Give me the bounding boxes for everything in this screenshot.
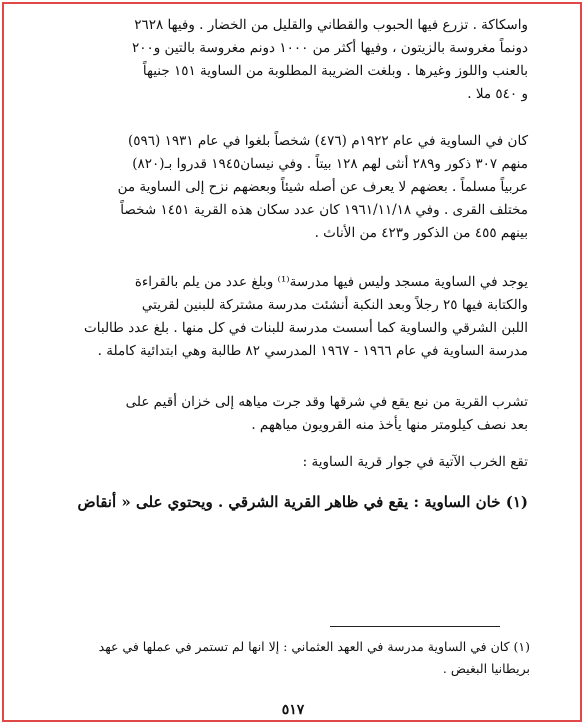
text-line: اللبن الشرقي والساوية كما أسست مدرسة للبنات في كل منها . بلغ عدد طالبات xyxy=(84,320,528,336)
text-line: مدرسة الساوية في عام ١٩٦٦ - ١٩٦٧ المدرسي ٨٢ طالبة وهي ابتدائية كاملة . xyxy=(97,343,528,359)
text-line: دونماً مغروسة بالزيتون ، وفيها أكثر من ١٠٠٠ دونم مغروسة بالتين و٢٠٠ xyxy=(131,40,528,56)
footnote-line: (١) كان في الساوية مدرسة في العهد العثماني : إلا انها لم تستمر في عملها في عهد xyxy=(98,639,530,654)
page-body xyxy=(40,14,528,514)
footnote-line: بريطانيا البغيض . xyxy=(442,661,530,676)
text-line: مختلف القرى . وفي ١٩٦١/١١/١٨ كان عدد سكان هذه القرية ١٤٥١ شخصاً xyxy=(120,202,528,218)
paragraph-population xyxy=(40,130,528,245)
paragraph-education xyxy=(40,271,528,363)
text-line: واسكاكة . تزرع فيها الحبوب والقطاني والقليل من الخضار . وفيها ٢٦٢٨ xyxy=(134,17,528,33)
text-line: كان في الساوية في عام ١٩٢٢م (٤٧٦) شخصاً بلغوا في عام ١٩٣١ (٥٩٦) xyxy=(128,133,528,149)
text-line: تشرب القرية من نبع يقع في شرقها وقد جرت مياهه إلى خزان أقيم على xyxy=(125,394,528,410)
footnote xyxy=(40,636,530,680)
text-line: عربياً مسلماً . بعضهم لا يعرف عن أصله شيئاً وبعضهم نزح إلى الساوية من xyxy=(117,179,528,195)
text-line: و ٥٤٠ ملا . xyxy=(467,86,528,102)
footnote-divider xyxy=(330,626,500,627)
ruin-heading: (١) خان الساوية : يقع في ظاهر القرية الشرقي . ويحتوي على « أنقاض xyxy=(77,493,528,511)
paragraph-water xyxy=(40,391,528,437)
text-line: بينهم ٤٥٥ من الذكور و٤٢٣ من الأناث . xyxy=(314,225,528,241)
paragraph-agriculture xyxy=(40,14,528,106)
text-line: بالعنب واللوز وغيرها . وبلغت الضريبة المطلوبة من الساوية ١٥١ جنيهاً xyxy=(142,63,528,79)
text-line: منهم ٣٠٧ ذكور و٢٨٩ أنثى لهم ١٢٨ بيتاً . وفي نيسان١٩٤٥ قدروا بـ(٨٢٠) xyxy=(132,156,528,172)
text-line: والكتابة فيها ٢٥ رجلاً وبعد النكبة أنشئت مدرسة مشتركة للبنين لقريتي xyxy=(141,297,528,313)
text-line: يوجد في الساوية مسجد وليس فيها مدرسة⁽¹⁾ وبلغ عدد من يلم بالقراءة xyxy=(134,274,528,290)
text-line: بعد نصف كيلومتر منها يأخذ منه القرويون مياههم . xyxy=(251,417,528,433)
paragraph-ruins-intro xyxy=(40,451,528,474)
page-number: ٥١٧ xyxy=(281,702,305,718)
text-line: تقع الخرب الآتية في جوار قرية الساوية : xyxy=(302,454,528,470)
